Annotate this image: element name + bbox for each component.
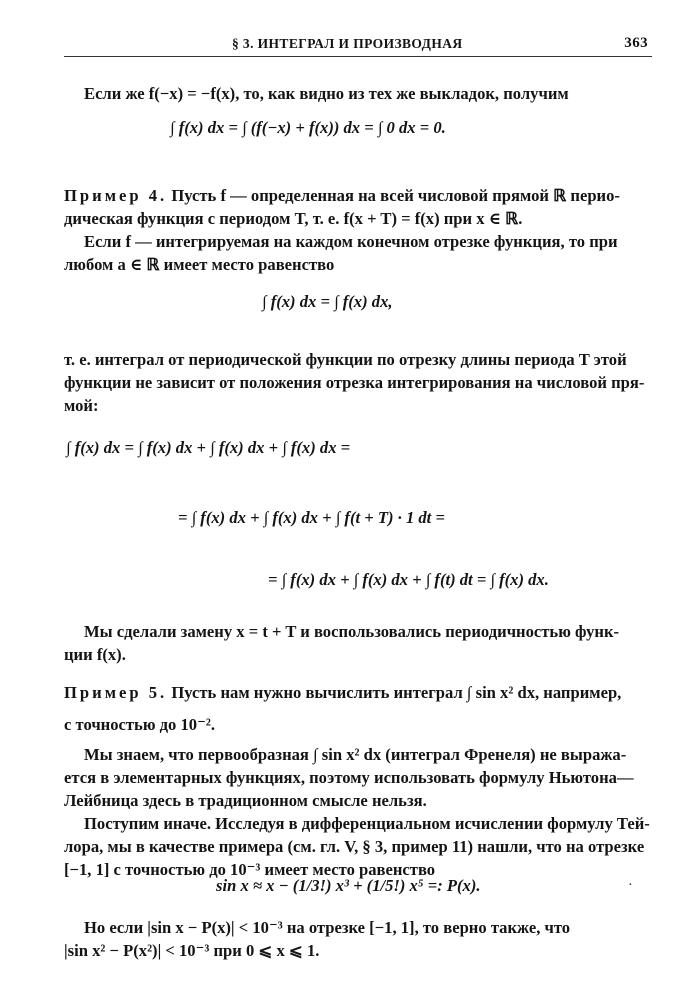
page-number: 363 — [624, 35, 648, 51]
equation-taylor — [216, 876, 481, 896]
equation-period — [262, 292, 393, 312]
text-line: мой: — [64, 396, 99, 415]
equation-odd-integral — [170, 118, 530, 138]
text-line: |sin x² − P(x²)| < 10⁻³ при 0 ⩽ x ⩽ 1. — [64, 941, 320, 960]
text-line: любом a ∈ ℝ имеет место равенство — [64, 255, 335, 274]
equation-text: ∫ f(x) dx = ∫ (f(−x) + f(x)) dx = ∫ 0 dx = 0. — [170, 118, 446, 137]
equation-text: sin x ≈ x − (1/3!) x³ + (1/5!) x⁵ =: P(x). — [216, 876, 481, 895]
text-line: Если f — интегрируемая на каждом конечном отрезке функция, то при — [84, 232, 618, 251]
text-line — [64, 683, 648, 703]
text-line — [64, 186, 648, 206]
equation-line-2 — [178, 508, 445, 528]
text-line: Но если |sin x − P(x)| < 10⁻³ на отрезке [−1, 1], то верно также, что — [84, 918, 571, 937]
text-line: Если же f(−x) = −f(x), то, как видно из тех же выкладок, получим — [84, 84, 569, 103]
example-5-heading: Пример 5. — [64, 683, 168, 702]
text-line: т. е. интеграл от периодической функции по отрезку длины периода T этой — [64, 350, 627, 369]
text-line: Мы знаем, что первообразная ∫ sin x² dx (интеграл Френеля) не выража- — [84, 745, 627, 764]
example-4-text: Пусть f — определенная на всей числовой прямой ℝ перио- — [171, 186, 620, 205]
text-line: дическая функция с периодом T, т. е. f(x + T) = f(x) при x ∈ ℝ. — [64, 209, 523, 228]
text-line: [−1, 1] с точностью до 10⁻³ имеет место равенство — [64, 860, 436, 879]
section-title: § 3. ИНТЕГРАЛ И ПРОИЗВОДНАЯ — [232, 36, 463, 51]
text-line: Лейбница здесь в традиционном смысле нельзя. — [64, 791, 427, 810]
text-line: Поступим иначе. Исследуя в дифференциальном исчислении формулу Тей- — [84, 814, 650, 833]
equation-line-3 — [268, 570, 549, 590]
text-line: функции не зависит от положения отрезка интегрирования на числовой пря- — [64, 373, 645, 392]
equation-text: = ∫ f(x) dx + ∫ f(x) dx + ∫ f(t + T) · 1 dt = — [178, 508, 445, 527]
equation-text: ∫ f(x) dx = ∫ f(x) dx, — [262, 292, 393, 311]
text-line: с точностью до 10⁻². — [64, 715, 215, 734]
example-5-text: Пусть нам нужно вычислить интеграл ∫ sin x² dx, например, — [171, 683, 622, 702]
equation-text: = ∫ f(x) dx + ∫ f(x) dx + ∫ f(t) dt = ∫ f(x) dx. — [268, 570, 549, 589]
example-4-heading: Пример 4. — [64, 186, 168, 205]
text-line: лора, мы в качестве примера (см. гл. V, § 3, пример 11) нашли, что на отрезке — [64, 837, 645, 856]
equation-text: ∫ f(x) dx = ∫ f(x) dx + ∫ f(x) dx + ∫ f(x) dx = — [66, 438, 351, 457]
running-header — [64, 34, 652, 57]
text-line: Мы сделали замену x = t + T и воспользовались периодичностью функ- — [84, 622, 620, 641]
text-line: ции f(x). — [64, 645, 126, 664]
text-line: ется в элементарных функциях, поэтому использовать формулу Ньютона— — [64, 768, 634, 787]
equation-line-1 — [66, 438, 350, 458]
stray-dot: · — [628, 878, 633, 893]
